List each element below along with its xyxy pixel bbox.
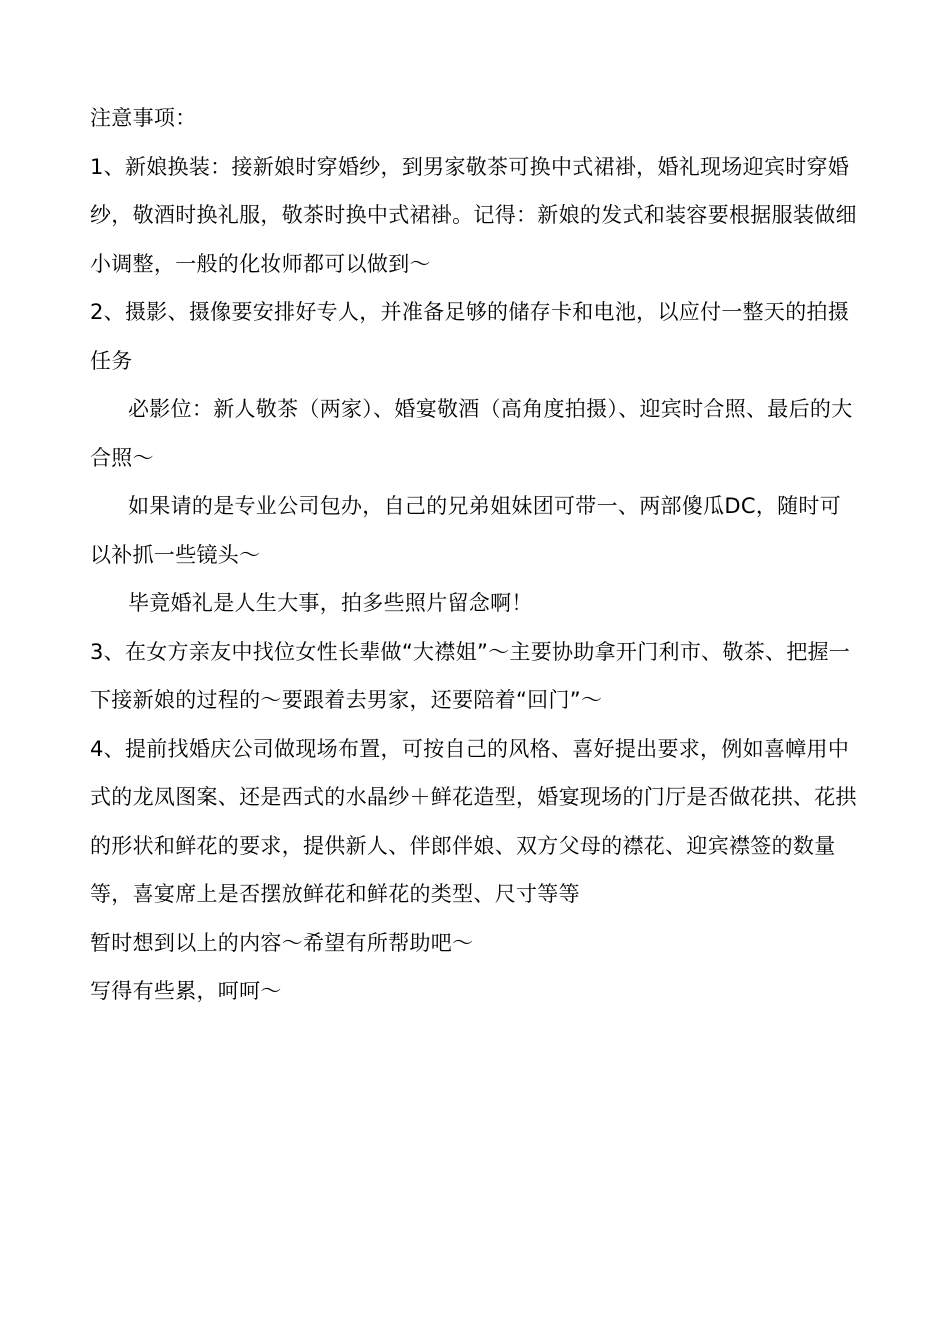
document-body [90,94,862,1016]
paragraph-4: 如果请的是专业公司包办，自己的兄弟姐妹团可带一、两部傻瓜DC，随时可以补抓一些镜头～ [90,494,842,567]
document-heading: 注意事项： [90,106,197,130]
paragraph-5: 毕竟婚礼是人生大事，拍多些照片留念啊！ [128,591,533,615]
paragraph-1: 1、新娘换装：接新娘时穿婚纱，到男家敬茶可换中式裙褂，婚礼现场迎宾时穿婚纱，敬酒时换礼服，敬茶时换中式裙褂。记得：新娘的发式和装容要根据服装做细小调整，一般的化妆师都可以做到～ [90,154,857,276]
paragraph-3: 必影位：新人敬茶（两家）、婚宴敬酒（高角度拍摄）、迎宾时合照、最后的大合照～ [90,397,853,470]
paragraph-7: 4、提前找婚庆公司做现场布置，可按自己的风格、喜好提出要求，例如喜幛用中式的龙凤图案、还是西式的水晶纱＋鲜花造型，婚宴现场的门厅是否做花拱、花拱的形状和鲜花的要求，提供新人、伴郎伴娘、双方父母的襟花、迎宾襟签的数量等，喜宴席上是否摆放鲜花和鲜花的类型、尺寸等等 [90,736,857,906]
paragraph-2: 2、摄影、摄像要安排好专人，并准备足够的储存卡和电池，以应付一整天的拍摄任务 [90,300,850,373]
paragraph-9: 写得有些累，呵呵～ [90,979,282,1003]
paragraph-6: 3、在女方亲友中找位女性长辈做“大襟姐”～主要协助拿开门利市、敬茶、把握一下接新娘的过程的～要跟着去男家，还要陪着“回门”～ [90,639,851,712]
paragraph-8: 暂时想到以上的内容～希望有所帮助吧～ [90,930,474,955]
